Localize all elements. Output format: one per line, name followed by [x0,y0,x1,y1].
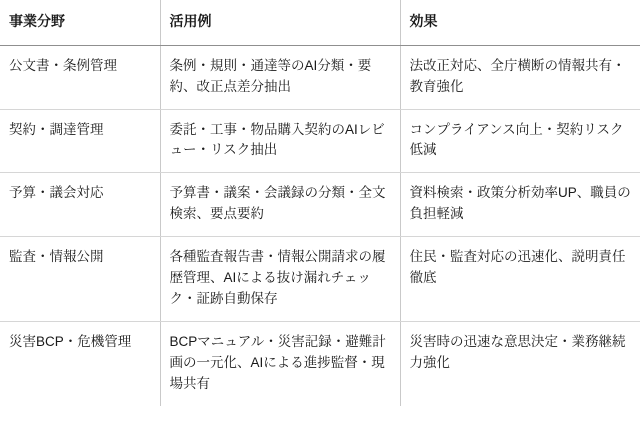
cell-text: 災害BCP・危機管理 [9,333,132,349]
cell-effect [400,45,640,109]
table-row [0,109,640,173]
table-row [0,45,640,109]
table-row [0,237,640,322]
table-body [0,45,640,406]
column-header-label: 効果 [409,13,438,29]
column-header-effect [400,0,640,45]
column-header-label: 活用例 [169,13,212,29]
table-header-row [0,0,640,45]
cell-usecase [160,173,400,237]
cell-field [0,45,160,109]
cell-field [0,321,160,405]
cell-usecase [160,321,400,405]
cell-field [0,237,160,322]
cell-text: 契約・調達管理 [9,121,104,137]
cell-text: 委託・工事・物品購入契約のAIレビュー・リスク抽出 [169,121,385,158]
column-header-label: 事業分野 [9,13,65,29]
cell-text: 条例・規則・通達等のAI分類・要約、改正点差分抽出 [169,57,372,94]
column-header-field [0,0,160,45]
table-row [0,321,640,405]
cell-effect [400,321,640,405]
cell-text: 各種監査報告書・情報公開請求の履歴管理、AIによる抜け漏れチェック・証跡自動保存 [169,249,386,307]
table-row [0,173,640,237]
cell-text: 住民・監査対応の迅速化、説明責任徹底 [409,249,626,286]
cell-field [0,109,160,173]
cell-text: 予算書・議案・会議録の分類・全文検索、要点要約 [169,185,386,222]
cell-text: BCPマニュアル・災害記録・避難計画の一元化、AIによる進捗監督・現場共有 [169,333,386,391]
cell-usecase [160,109,400,173]
cell-text: 監査・情報公開 [9,249,104,265]
table-header [0,0,640,45]
cell-text: 公文書・条例管理 [9,57,117,73]
cell-text: コンプライアンス向上・契約リスク低減 [409,121,624,158]
cell-text: 災害時の迅速な意思決定・業務継続力強化 [409,333,626,370]
column-header-usecase [160,0,400,45]
cell-text: 資料検索・政策分析効率UP、職員の負担軽減 [409,185,631,222]
cell-text: 予算・議会対応 [9,185,104,201]
cell-text: 法改正対応、全庁横断の情報共有・教育強化 [409,57,626,94]
cell-effect [400,173,640,237]
cell-effect [400,237,640,322]
cell-usecase [160,237,400,322]
cell-usecase [160,45,400,109]
cell-field [0,173,160,237]
cell-effect [400,109,640,173]
